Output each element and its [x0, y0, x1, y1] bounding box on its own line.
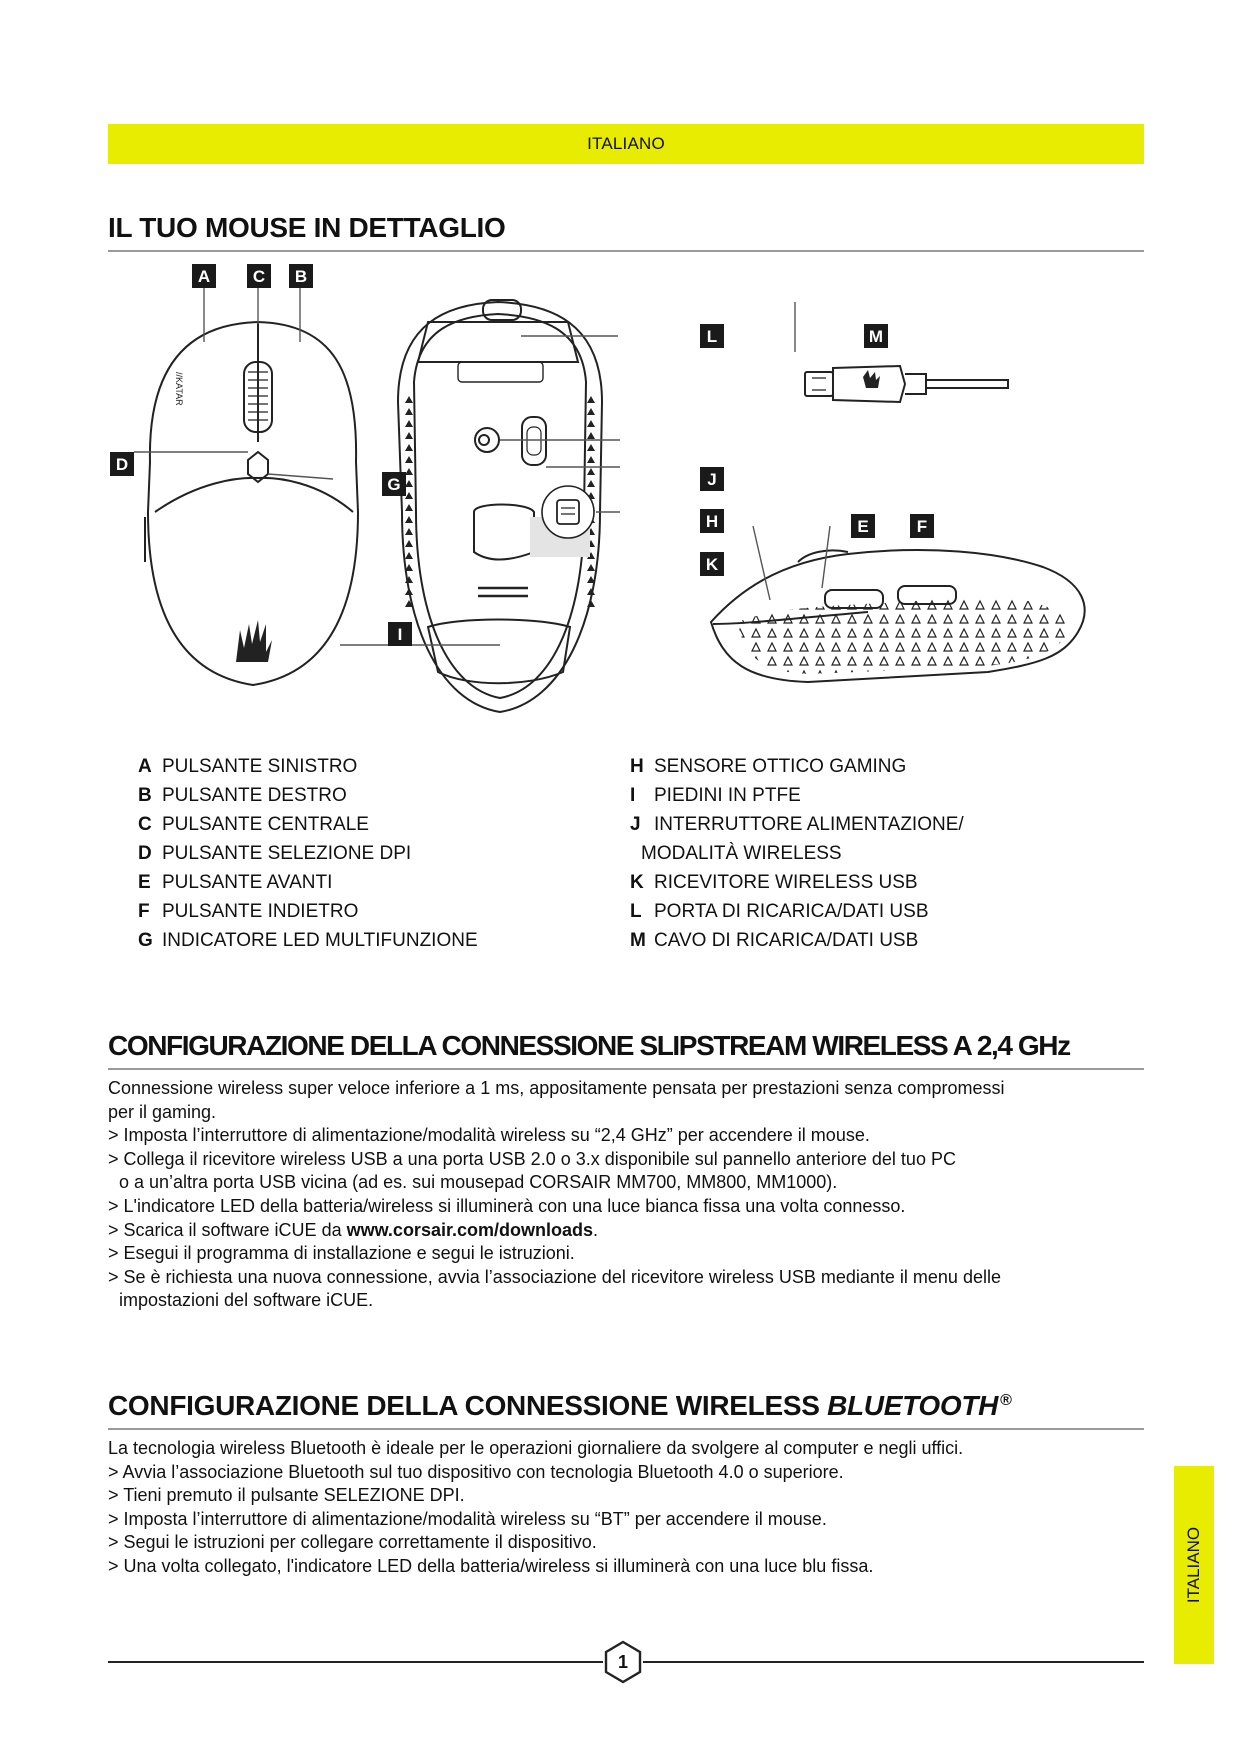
side-grip-pattern: [738, 596, 1073, 674]
cable-logo-icon: [863, 370, 880, 388]
legend-item-H: [630, 752, 964, 781]
legend-item-J: [630, 810, 964, 839]
bluetooth-title-main: CONFIGURAZIONE DELLA CONNESSIONE WIRELESS: [108, 1390, 828, 1421]
legend-key: L: [630, 901, 642, 922]
legend-key: F: [138, 901, 150, 922]
legend-item-J-continued: [630, 839, 964, 868]
callout-A: [192, 264, 216, 288]
language-banner-label: ITALIANO: [587, 134, 665, 153]
slipstream-step-1: > Imposta l’interruttore di alimentazione/modalità wireless su “2,4 GHz” per accendere il mouse.: [108, 1125, 870, 1146]
registered-mark: ®: [1000, 1392, 1012, 1409]
svg-text:E: E: [857, 517, 869, 536]
bluetooth-intro: La tecnologia wireless Bluetooth è ideale per le operazioni giornaliere da svolgere al computer e negli uffici.: [108, 1438, 964, 1458]
callout-C: [247, 264, 271, 288]
callout-J: [700, 467, 724, 491]
bluetooth-step-3: > Imposta l’interruttore di alimentazione/modalità wireless su “BT” per accendere il mouse.: [108, 1508, 827, 1529]
legend-label: SENSORE OTTICO GAMING: [654, 756, 907, 777]
download-suffix: .: [593, 1219, 599, 1240]
mouse-side-text: //KATAR: [174, 372, 184, 406]
bottom-grip-pattern-left: [402, 392, 414, 612]
legend-label: INTERRUTTORE ALIMENTAZIONE/: [654, 814, 964, 835]
legend-item-C: [138, 810, 478, 839]
bluetooth-step-1: > Avvia l’associazione Bluetooth sul tuo dispositivo con tecnologia Bluetooth 4.0 o superiore.: [108, 1461, 844, 1482]
legend-label: INDICATORE LED MULTIFUNZIONE: [162, 930, 478, 951]
svg-text:D: D: [115, 455, 129, 474]
legend-label: PIEDINI IN PTFE: [654, 785, 801, 806]
legend-right: [630, 752, 964, 955]
language-banner: [108, 124, 1144, 164]
legend-item-E: [138, 868, 478, 897]
section-rule: [108, 1428, 1144, 1430]
callout-B: [289, 264, 313, 288]
legend-item-K: [630, 868, 964, 897]
section-title-bluetooth: [108, 1390, 1012, 1422]
bluetooth-step-2: > Tieni premuto il pulsante SELEZIONE DPI.: [108, 1485, 465, 1506]
callout-K: [700, 552, 724, 576]
callout-I: [388, 622, 412, 646]
legend-key: H: [630, 756, 644, 777]
legend-label: PULSANTE INDIETRO: [162, 901, 359, 922]
legend-label: PORTA DI RICARICA/DATI USB: [654, 901, 929, 922]
mouse-diagram-svg: [108, 262, 1144, 742]
legend-key: I: [630, 785, 636, 806]
section-title-slipstream: CONFIGURAZIONE DELLA CONNESSIONE SLIPSTREAM WIRELESS A 2,4 GHz: [108, 1030, 1070, 1061]
slipstream-step-5: > Esegui il programma di installazione e segui le istruzioni.: [108, 1243, 575, 1264]
legend-label: PULSANTE AVANTI: [162, 872, 333, 893]
page-number: 1: [617, 1651, 628, 1672]
section-rule: [108, 250, 1144, 252]
svg-text:A: A: [197, 267, 211, 286]
bluetooth-instructions: [108, 1437, 1144, 1579]
legend-item-M: [630, 926, 964, 955]
legend-item-D: [138, 839, 478, 868]
legend-key: G: [138, 930, 153, 951]
page-number-badge: [601, 1640, 645, 1684]
legend-left: [138, 752, 478, 955]
callout-D: [110, 452, 134, 476]
slipstream-step-2-continued: o a un’altra porta USB vicina (ad es. sui mousepad CORSAIR MM700, MM800, MM1000).: [119, 1172, 838, 1193]
slipstream-step-4: [108, 1219, 1144, 1243]
legend-key: D: [138, 843, 152, 864]
legend-item-B: [138, 781, 478, 810]
usb-cable: [805, 366, 1008, 402]
legend-item-F: [138, 897, 478, 926]
svg-text:H: H: [705, 512, 719, 531]
legend-label: PULSANTE CENTRALE: [162, 814, 369, 835]
svg-text:B: B: [294, 267, 308, 286]
slipstream-instructions: [108, 1077, 1144, 1313]
svg-text:M: M: [868, 327, 884, 346]
legend-key: A: [138, 756, 152, 777]
callout-L: [700, 324, 724, 348]
download-prefix: > Scarica il software iCUE da: [108, 1219, 347, 1240]
download-link[interactable]: www.corsair.com/downloads: [346, 1219, 593, 1240]
section-title-mouse-detail: IL TUO MOUSE IN DETTAGLIO: [108, 212, 506, 243]
legend-item-L: [630, 897, 964, 926]
legend-label: PULSANTE SINISTRO: [162, 756, 358, 777]
language-side-tab: [1174, 1466, 1214, 1664]
bluetooth-step-5: > Una volta collegato, l'indicatore LED della batteria/wireless si illuminerà con una luce blu fissa.: [108, 1555, 874, 1576]
footer-line-right: [643, 1661, 1144, 1663]
legend-label-continued: MODALITÀ WIRELESS: [641, 843, 842, 864]
legend-key: E: [138, 872, 151, 893]
legend-key: C: [138, 814, 152, 835]
usb-receiver-inset: [530, 486, 594, 557]
slipstream-intro-line-2: per il gaming.: [108, 1101, 217, 1122]
svg-text:C: C: [252, 267, 266, 286]
corsair-logo-icon: [236, 620, 272, 662]
legend-label: CAVO DI RICARICA/DATI USB: [654, 930, 919, 951]
callout-M: [864, 324, 888, 348]
footer-line-left: [108, 1661, 603, 1663]
svg-text:K: K: [705, 555, 719, 574]
svg-text:L: L: [706, 327, 718, 346]
slipstream-step-6: > Se è richiesta una nuova connessione, avvia l’associazione del ricevitore wireless USB mediante il menu delle: [108, 1266, 1001, 1287]
leader-lines: [134, 286, 830, 645]
mouse-diagram: [108, 262, 1144, 742]
legend-label: RICEVITORE WIRELESS USB: [654, 872, 918, 893]
legend-label: PULSANTE SELEZIONE DPI: [162, 843, 412, 864]
bluetooth-title-italic: BLUETOOTH: [827, 1390, 999, 1421]
legend-item-G: [138, 926, 478, 955]
slipstream-step-2: > Collega il ricevitore wireless USB a una porta USB 2.0 o 3.x disponibile sul pannello anteriore del tuo PC: [108, 1148, 956, 1169]
bluetooth-step-4: > Segui le istruzioni per collegare correttamente il dispositivo.: [108, 1532, 597, 1553]
section-rule: [108, 1068, 1144, 1070]
legend-key: J: [630, 814, 641, 835]
svg-text:F: F: [916, 517, 928, 536]
legend-key: K: [630, 872, 644, 893]
slipstream-step-6-continued: impostazioni del software iCUE.: [119, 1290, 374, 1311]
legend-item-I: [630, 781, 964, 810]
legend-key: B: [138, 785, 152, 806]
svg-text:G: G: [387, 475, 401, 494]
callout-F: [910, 514, 934, 538]
callout-G: [382, 472, 406, 496]
legend-key: M: [630, 930, 646, 951]
slipstream-intro-line-1: Connessione wireless super veloce inferiore a 1 ms, appositamente pensata per prestazioni senza compromessi: [108, 1078, 1005, 1098]
legend-label: PULSANTE DESTRO: [162, 785, 347, 806]
svg-text:J: J: [707, 470, 717, 489]
slipstream-step-3: > L'indicatore LED della batteria/wireless si illuminerà con una luce bianca fissa una volta connesso.: [108, 1195, 906, 1216]
callout-H: [700, 509, 724, 533]
language-side-tab-label: ITALIANO: [1184, 1526, 1203, 1604]
svg-text:I: I: [397, 625, 403, 644]
legend-item-A: [138, 752, 478, 781]
callout-E: [851, 514, 875, 538]
